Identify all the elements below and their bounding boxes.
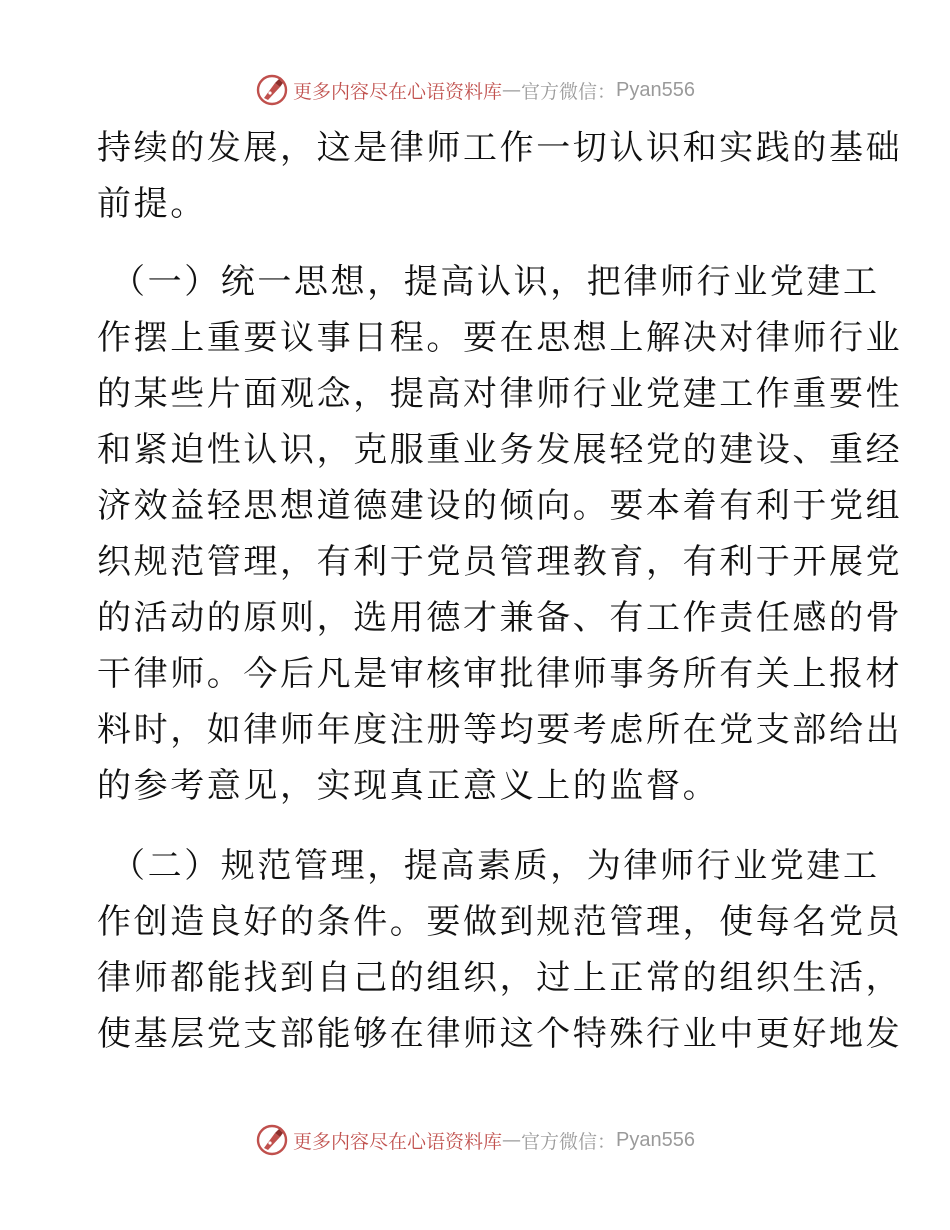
- paragraph-continuation: [97, 120, 903, 232]
- watermark-main-text: 更多内容尽在心语资料库: [293, 80, 503, 103]
- text-line: （一）统一思想，提高认识，把律师行业党建工: [111, 262, 880, 302]
- paragraph-section-one: [97, 254, 903, 814]
- watermark-dash: —: [502, 1129, 522, 1151]
- text-line: 干律师。今后凡是审核审批律师事务所有关上报材: [97, 654, 903, 694]
- watermark-dash: —: [502, 79, 522, 101]
- watermark-sub-text: 官方微信：: [521, 1130, 617, 1153]
- text-line: 济效益轻思想道德建设的倾向。要本着有利于党组: [97, 486, 903, 526]
- document-body: [97, 120, 903, 1062]
- text-line: 的某些片面观念，提高对律师行业党建工作重要性: [97, 374, 903, 414]
- watermark-sub-text: 官方微信：: [521, 80, 617, 103]
- text-line: 持续的发展，这是律师工作一切认识和实践的基础: [97, 128, 903, 168]
- header-watermark: [0, 70, 950, 110]
- text-line: 料时，如律师年度注册等均要考虑所在党支部给出: [97, 710, 903, 750]
- watermark-wechat-id: Pyan556: [616, 78, 695, 101]
- text-line: （二）规范管理，提高素质，为律师行业党建工: [111, 846, 880, 886]
- text-line: 律师都能找到自己的组织，过上正常的组织生活，: [97, 958, 903, 998]
- watermark-main-text: 更多内容尽在心语资料库: [293, 1130, 503, 1153]
- footer-watermark: [0, 1120, 950, 1160]
- text-line: 前提。: [97, 184, 207, 224]
- text-line: 和紧迫性认识，克服重业务发展轻党的建设、重经: [97, 430, 903, 470]
- watermark-wechat-id: Pyan556: [616, 1128, 695, 1151]
- text-line: 的参考意见，实现真正意义上的监督。: [97, 766, 720, 806]
- pen-nib-logo-icon: [255, 73, 289, 107]
- paragraph-section-two: [97, 838, 903, 1062]
- text-line: 作摆上重要议事日程。要在思想上解决对律师行业: [97, 318, 903, 358]
- text-line: 织规范管理，有利于党员管理教育，有利于开展党: [97, 542, 903, 582]
- text-line: 作创造良好的条件。要做到规范管理，使每名党员: [97, 902, 903, 942]
- text-line: 使基层党支部能够在律师这个特殊行业中更好地发: [97, 1014, 903, 1054]
- pen-nib-logo-icon: [255, 1123, 289, 1157]
- text-line: 的活动的原则，选用德才兼备、有工作责任感的骨: [97, 598, 903, 638]
